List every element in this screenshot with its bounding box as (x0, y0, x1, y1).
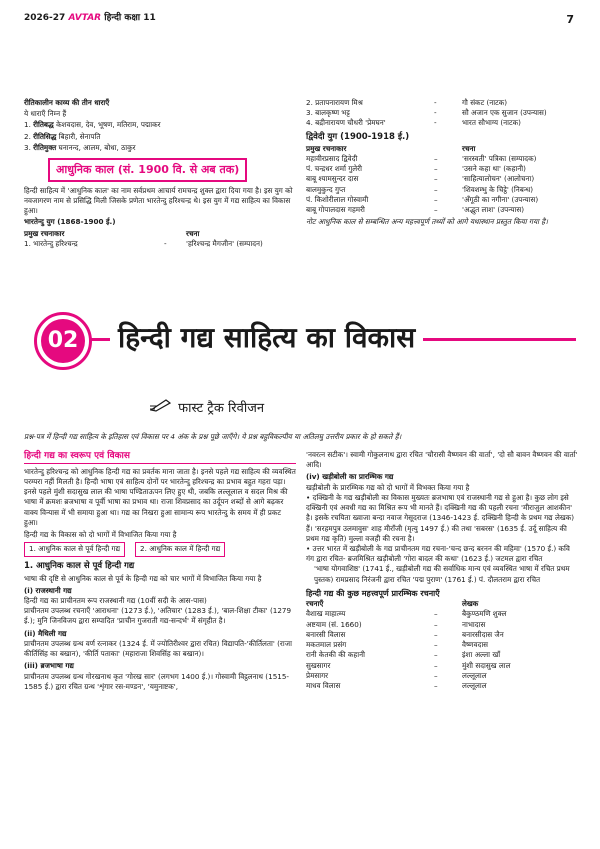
paragraph: खड़ीबोली के प्रारम्भिक गद्य को दो भागों में विभक्त किया गया है (306, 482, 470, 492)
table-row: 1. भारतेन्दु हरिश्चन्द्र - 'हरिश्चन्द्र मैगजीन' (सम्पादन) (24, 238, 263, 248)
bharatendu-yug-heading: भारतेन्दु युग (1868-1900 ई.) (24, 217, 116, 227)
subheading: (ii) मैथिली गद्य (24, 628, 67, 638)
fast-track-label: फास्ट ट्रैक रिवीजन (150, 398, 450, 418)
subheading: (iii) ब्रजभाषा गद्य (24, 661, 74, 671)
subheading: 1. आधुनिक काल से पूर्व हिन्दी गद्य (24, 560, 135, 571)
table-row: सुखसागर – मुंशी सदासुख लाल (306, 660, 511, 670)
riti-intro: ये धाराएँ निम्न हैं (24, 109, 67, 119)
dwivedi-yug-heading: द्विवेदी युग (1900-1918 ई.) (306, 131, 410, 142)
paragraph: 'नवरत्न सटीक'। स्वामी गोकुलनाथ द्वारा रचित 'चौरासी वैष्णवन की वार्ता', 'दो सौ बावन वैष्णवन की वार्ता' आदि। (306, 450, 578, 470)
paragraph: हिन्दी गद्य के विकास को दो भागों में विभाजित किया गया है (24, 530, 177, 540)
bullet-item: • उत्तर भारत में खड़ीबोली के गद्य प्राचीनतम गद्य रचना-'चन्द छन्द बरनन की महिमा' (1570 ई.) कवि गंग द्वारा रचित- ब्रजमिश्रित खड़ीबोली 'गोरा बादल की कथा' (1623 ई.) जटमल द्वारा रचित (306, 543, 570, 564)
paragraph: प्राचीनतम उपलब्ध ग्रन्थ गोरखनाथ कृत 'गोरख सार' (लगभग 1400 ई.)। गोस्वामी विट्ठलनाथ (1515-1585 ई.) द्वारा रचित ग्रन्थ 'शृंगार रस-मण्डन', 'यमुनाष्टक', (24, 671, 290, 691)
table-row: प्रेमसागर – लल्लूलाल (306, 670, 487, 680)
table-title: हिन्दी गद्य की कुछ महत्त्वपूर्ण प्रारम्भिक रचनाएँ (306, 588, 440, 598)
table-row: पं. चन्द्रधर शर्मा गुलेरी – 'उसने कहा था' (कहानी) (306, 164, 526, 174)
division-list (24, 542, 296, 556)
table-row: माधव विलास – लल्लूलाल (306, 680, 487, 690)
chapter-number-badge (34, 312, 92, 370)
table-row: 4. बद्रीनारायण चौधरी 'प्रेमघन' - भारत सौभाग्य (नाटक) (306, 118, 521, 128)
table-header: प्रमुख रचनाकार रचना (306, 143, 476, 153)
paragraph: हिन्दी गद्य का प्राचीनतम रूप राजस्थानी गद्य (10वीं सदी के आस-पास) (24, 596, 207, 606)
table-row: बनारसी विलास – बनारसीदास जैन (306, 629, 504, 639)
table-row: अष्टयाम (सं. 1660) – नाभादास (306, 619, 486, 629)
brand-logo: AVTAR (68, 13, 102, 23)
table-header: प्रमुख रचनाकार रचना (24, 228, 200, 238)
right-column (306, 450, 578, 691)
subject-label: हिन्दी (104, 13, 122, 23)
chapter-banner (24, 312, 576, 374)
riti-item: 2. रीतिसिद्ध बिहारी, सेनापति (24, 131, 101, 141)
table-row: मकतमाल प्रसंग – वैष्णवदास (306, 640, 489, 650)
paragraph: प्राचीनतम उपलब्ध ग्रन्थ वर्ण रत्नाकर (1324 ई. में ज्योतिरीश्वर द्वारा रचित) विद्यापति-'कीर्तिलता' (राजा कीर्तिसिंह का बखान), 'कीर्ति पताका' (महाराजा शिवसिंह का बखान)। (24, 638, 292, 659)
subheading: (i) राजस्थानी गद्य (24, 585, 72, 595)
top-right-section (306, 98, 578, 228)
bullet-item: 'भाषा योगवाशिष्ठ' (1741 ई., खड़ीबोली गद्य की सर्वाधिक मान्य एवं व्यवस्थित भाषा में रचित प्रथम पुस्तक) रामप्रसाद निरंजनी द्वारा रचित 'पद्म पुराण' (1761 ई.) पं. दौलतराम द्वारा रचित (314, 564, 570, 584)
table-row: बालमुकुन्द गुप्त – 'शिवशम्भु के चिट्ठे' (निबन्ध) (306, 184, 534, 194)
riti-item: 1. रीतिबद्ध केशवदास, देव, भूषण, मतिराम, पद्माकर (24, 120, 161, 130)
page-number: 7 (566, 13, 574, 26)
left-column (24, 450, 296, 692)
paragraph: प्राचीनतम उपलब्ध रचनाएँ 'आराधना' (1273 ई.), 'अतिचार' (1283 ई.), 'बाल-शिक्षा टीका' (1279 ई.); मुनि जिनविजय द्वारा सम्पादित 'प्राचीन गुजराती गद्य-सन्दर्भ' में संगृहीत है। (24, 606, 292, 626)
pen-icon (150, 398, 174, 418)
page-header (24, 12, 576, 26)
table-row: बाबू गोपालदास गहमरी – 'अद्भुत लाश' (उपन्यास) (306, 205, 525, 215)
table-row: वैशाख माहात्म्य – बैकुण्ठमणि शुक्ल (306, 609, 507, 619)
section-heading: हिन्दी गद्य का स्वरूप एवं विकास (24, 450, 296, 464)
session-label: 2026-27 (24, 13, 66, 23)
table-row: रानी केतकी की कहानी – इंशा अल्ला खाँ (306, 650, 501, 660)
intro-text: प्रश्न-पत्र में हिन्दी गद्य साहित्य के इतिहास एवं विकास पर 4 अंक के प्रश्न पूछे जाएँगे। ये प्रश्न बहुविकल्पीय या अतिलघु उत्तरीय प्रकार के हो सकते हैं। (24, 432, 402, 441)
works-table (306, 599, 578, 691)
table-row: 3. बालकृष्ण भट्ट - सौ अजान एक सुजान (उपन्यास) (306, 108, 547, 118)
table-row: महावीरप्रसाद द्विवेदी – 'सरस्वती' पत्रिका (सम्पादक) (306, 153, 537, 163)
chapter-number: 02 (41, 319, 85, 363)
modern-para: हिन्दी साहित्य में 'आधुनिक काल' का नाम सर्वप्रथम आचार्य रामचन्द्र शुक्ल द्वारा दिया गया है। इस युग को नवजागरण नाम से प्रसिद्धि मिली जिसके प्रणेता भारतेन्दु हरिश्चन्द्र थे। इस युग में गद्य साहित्य का विकास हुआ। (24, 185, 293, 216)
bullet-item: • दक्खिनी के गद्य खड़ीबोली का विकास मुख्यतः ब्रजभाषा एवं राजस्थानी गद्य से हुआ है। कुछ लोग इसे दक्खिनी एवं अवधी गद्य का मिश्रित रूप भी मानते हैं। दक्खिनी गद्य की पहली रचना 'मीराजुल आशकीन' है। इसके रचयिता ख्वाजा बन्दा नवाज गेसूदराज (1346-1423 ई. दक्खिनी हिन्दी के प्रथम गद्य लेखक) हैं। 'सरहमपुत्र उलमावुस' शाह मीराँजी (मृत्यु 1497 ई.) की तथा 'सबरस' (1635 ई. उर्दू साहित्य की प्रथम गद्य कृति) मुल्ला वजही की रचना है। (306, 492, 575, 543)
riti-title: रीतिकालीन काव्य की तीन धाराएँ (24, 98, 110, 107)
note-text: नोट आधुनिक काल से सम्बन्धित अन्य महत्त्वपूर्ण तथ्यों को आगे यथास्थान प्रस्तुत किया गया है। (306, 217, 548, 227)
table-row: बाबू श्यामसुन्दर दास – 'साहित्यालोचन' (आलोचना) (306, 174, 535, 184)
table-row: 2. प्रतापनारायण मिश्र - गौ संकट (नाटक) (306, 98, 508, 107)
top-left-section (24, 98, 296, 249)
table-row: पं. किशोरीलाल गोस्वामी – 'अँगूठी का नगीना' (उपन्यास) (306, 194, 539, 204)
division-item: 1. आधुनिक काल से पूर्व हिन्दी गद्य (24, 542, 125, 556)
table-header: रचनाएँ लेखक (306, 599, 479, 609)
riti-item: 3. रीतिमुक्त घनानन्द, आलम, बोधा, ठाकुर (24, 142, 136, 152)
class-label: कक्षा 11 (124, 13, 156, 23)
subheading: (iv) खड़ीबोली का प्रारम्भिक गद्य (306, 472, 394, 482)
chapter-title: हिन्दी गद्य साहित्य का विकास (110, 318, 423, 358)
paragraph: भाषा की दृष्टि से आधुनिक काल से पूर्व के हिन्दी गद्य को चार भागों में विभाजित किया गया है (24, 573, 262, 583)
division-item: 2. आधुनिक काल में हिन्दी गद्य (135, 542, 225, 556)
paragraph: भारतेन्दु हरिश्चन्द्र को आधुनिक हिन्दी गद्य का प्रवर्तक माना जाता है। इनसे पहले गद्य साहित्य की व्यवस्थित परम्परा नहीं मिलती है। हिन्दी भाषा एवं साहित्य दोनों पर भारतेन्दु हरिश्चन्द्र का प्रभाव बहुत गहरा पड़ा। इनसे पहले मुंशी सदासुख लाल की भाषा पण्डिताऊपन लिए हुए थी, जबकि लल्लूलाल व सदल मिश्र की भाषा में क्रमशः ब्रजभाषा व पूर्वी भाषा का प्रभाव था। राजा शिवप्रसाद का उर्दूपन शब्दों से आगे बढ़कर वाक्य विन्यास में भी समाया हुआ था। गद्य का निखरा हुआ सामान्य रूप भारतेन्दु के समय में ही प्रकट हुआ। (24, 466, 296, 527)
modern-period-heading: आधुनिक काल (सं. 1900 वि. से अब तक) (48, 158, 247, 182)
